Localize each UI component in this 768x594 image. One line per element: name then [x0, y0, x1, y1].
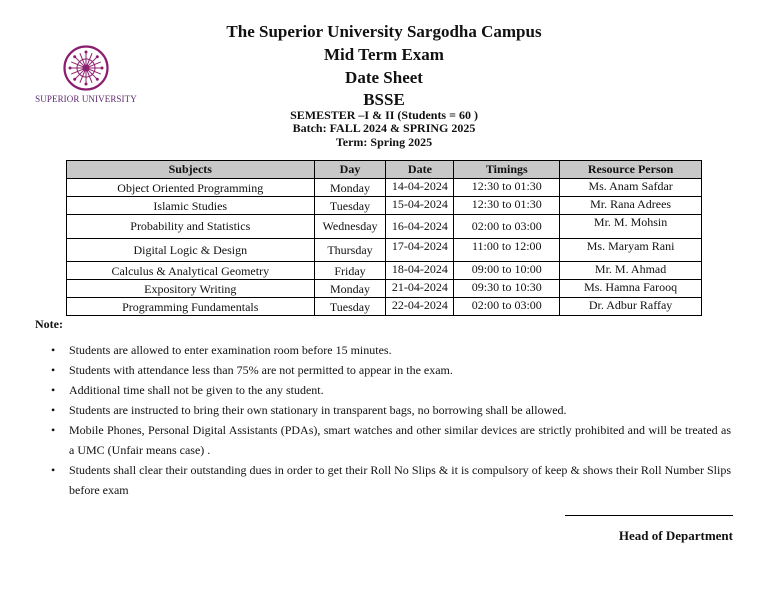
timings-cell: 11:00 to 12:00: [454, 239, 560, 262]
table-row: [67, 262, 702, 280]
subject-cell: Programming Fundamentals: [67, 298, 315, 316]
column-header-day: Day: [314, 161, 386, 179]
date-cell: 22-04-2024: [386, 298, 454, 316]
table-header-row: [67, 161, 702, 179]
day-cell: Monday: [314, 280, 386, 298]
subject-cell: Calculus & Analytical Geometry: [67, 262, 315, 280]
timings-cell: 12:30 to 01:30: [454, 197, 560, 215]
date-cell: 18-04-2024: [386, 262, 454, 280]
date-cell: 15-04-2024: [386, 197, 454, 215]
subject-cell: Object Oriented Programming: [67, 179, 315, 197]
note-item: • Additional time shall not be given to the any student.: [51, 380, 731, 400]
subject-cell: Expository Writing: [67, 280, 315, 298]
table-row: [67, 197, 702, 215]
note-item: • Students are allowed to enter examination room before 15 minutes.: [51, 340, 731, 360]
day-cell: Monday: [314, 179, 386, 197]
exam-schedule-table: [66, 160, 702, 316]
resource-person-cell: Mr. Rana Adrees: [560, 197, 702, 215]
subject-cell: Digital Logic & Design: [67, 239, 315, 262]
note-item: • Mobile Phones, Personal Digital Assistants (PDAs), smart watches and other similar devices are strictly prohibited and will be treated as a UMC (Unfair means case) .: [51, 420, 731, 460]
day-cell: Wednesday: [314, 215, 386, 239]
logo-text: SUPERIOR UNIVERSITY: [35, 94, 137, 104]
table-row: [67, 179, 702, 197]
resource-person-cell: Dr. Adbur Raffay: [560, 298, 702, 316]
resource-person-cell: Ms. Maryam Rani: [560, 239, 702, 262]
resource-person-cell: Ms. Hamna Farooq: [560, 280, 702, 298]
subject-cell: Probability and Statistics: [67, 215, 315, 239]
day-cell: Tuesday: [314, 197, 386, 215]
resource-person-cell: Mr. M. Ahmad: [560, 262, 702, 280]
subject-cell: Islamic Studies: [67, 197, 315, 215]
date-cell: 21-04-2024: [386, 280, 454, 298]
resource-person-cell: Ms. Anam Safdar: [560, 179, 702, 197]
column-header-timings: Timings: [454, 161, 560, 179]
signature-label: Head of Department: [618, 528, 733, 543]
day-cell: Friday: [314, 262, 386, 280]
day-cell: Thursday: [314, 239, 386, 262]
program-title: BSSE: [363, 90, 405, 109]
table-row: [67, 215, 702, 239]
timings-cell: 12:30 to 01:30: [454, 179, 560, 197]
document-title: The Superior University Sargodha Campus: [226, 22, 542, 41]
timings-cell: 02:00 to 03:00: [454, 298, 560, 316]
timings-cell: 09:30 to 10:30: [454, 280, 560, 298]
timings-cell: 09:00 to 10:00: [454, 262, 560, 280]
semester-line: SEMESTER –I & II (Students = 60 ): [290, 108, 478, 122]
notes-list: [51, 340, 731, 500]
term-line: Term: Spring 2025: [335, 135, 433, 149]
column-header-resource-person: Resource Person: [560, 161, 702, 179]
note-item: • Students shall clear their outstanding dues in order to get their Roll No Slips & it is compulsory of keep & shows their Roll Number Slips before exam: [51, 460, 731, 500]
date-cell: 14-04-2024: [386, 179, 454, 197]
batch-line: Batch: FALL 2024 & SPRING 2025: [292, 121, 476, 135]
table-row: [67, 239, 702, 262]
resource-person-cell: Mr. M. Mohsin: [560, 215, 702, 239]
column-header-date: Date: [386, 161, 454, 179]
table-row: [67, 298, 702, 316]
timings-cell: 02:00 to 03:00: [454, 215, 560, 239]
note-item: • Students are instructed to bring their own stationary in transparent bags, no borrowing shall be allowed.: [51, 400, 731, 420]
date-sheet-title: Date Sheet: [345, 68, 423, 87]
note-item: • Students with attendance less than 75% are not permitted to appear in the exam.: [51, 360, 731, 380]
date-cell: 17-04-2024: [386, 239, 454, 262]
day-cell: Tuesday: [314, 298, 386, 316]
signature-line: [565, 515, 733, 516]
column-header-subjects: Subjects: [67, 161, 315, 179]
table-row: [67, 280, 702, 298]
note-label: Note:: [35, 317, 63, 331]
exam-title: Mid Term Exam: [324, 45, 444, 64]
date-cell: 16-04-2024: [386, 215, 454, 239]
